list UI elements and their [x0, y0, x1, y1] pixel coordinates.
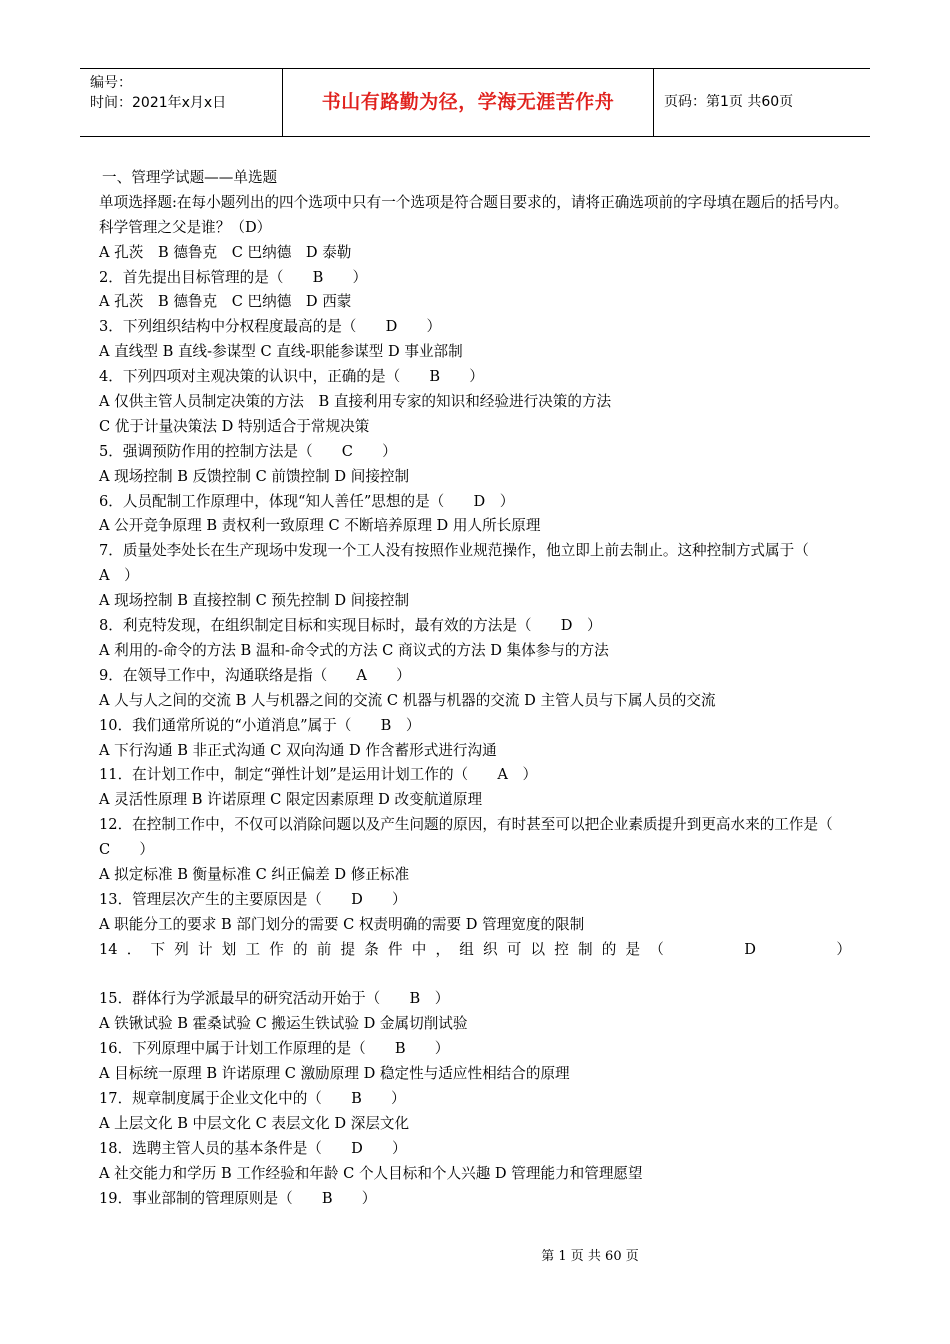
- text-line: 19．事业部制的管理原则是（ B ）: [99, 1189, 377, 1207]
- document-body: [99, 166, 862, 1211]
- text-line: A 现场控制 B 直接控制 C 预先控制 D 间接控制: [99, 592, 410, 610]
- text-line: A 上层文化 B 中层文化 C 表层文化 D 深层文化: [99, 1114, 410, 1132]
- number-label: 编号：: [90, 75, 132, 91]
- text-line: A 孔茨 B 德鲁克 C 巴纳德 D 西蒙: [99, 293, 352, 311]
- header-motto: 书山有路勤为径，学海无涯苦作舟: [283, 69, 654, 136]
- blank-line: [99, 963, 851, 988]
- header-page-info: 页码：第1页 共60页: [664, 94, 794, 110]
- text-line: 单项选择题:在每小题列出的四个选项中只有一个选项是符合题目要求的，请将正确选项前的字母填在题后的括号内。: [99, 193, 849, 211]
- text-line: A 仅供主管人员制定决策的方法 B 直接利用专家的知识和经验进行决策的方法: [99, 393, 612, 411]
- text-line: 13．管理层次产生的主要原因是（ D ）: [99, 890, 407, 908]
- text-line: A 利用的-命令的方法 B 温和-命令式的方法 C 商议式的方法 D 集体参与的方法: [99, 641, 609, 659]
- text-line: 11．在计划工作中，制定“弹性计划”是运用计划工作的（ A ）: [99, 766, 538, 784]
- text-line: C 优于计量决策法 D 特别适合于常规决策: [99, 417, 370, 435]
- text-line: 9．在领导工作中，沟通联络是指（ A ）: [99, 666, 411, 684]
- text-line: 4．下列四项对主观决策的认识中，正确的是（ B ）: [99, 368, 484, 386]
- text-line: 16．下列原理中属于计划工作原理的是（ B ）: [99, 1040, 450, 1058]
- text-line: A 现场控制 B 反馈控制 C 前馈控制 D 间接控制: [99, 467, 410, 485]
- text-line: A 目标统一原理 B 许诺原理 C 激励原理 D 稳定性与适应性相结合的原理: [99, 1065, 570, 1083]
- header-left-cell: [80, 69, 283, 136]
- text-line: A 孔茨 B 德鲁克 C 巴纳德 D 泰勒: [99, 243, 352, 261]
- text-line: A 人与人之间的交流 B 人与机器之间的交流 C 机器与机器的交流 D 主管人员与下属人员的交流: [99, 691, 716, 709]
- text-line: 17．规章制度属于企业文化中的（ B ）: [99, 1090, 406, 1108]
- text-line: 12．在控制工作中，不仅可以消除问题以及产生问题的原因，有时甚至可以把企业素质提升到更高水来的工作是（ C ）: [99, 816, 862, 859]
- text-line: 8．利克特发现，在组织制定目标和实现目标时，最有效的方法是（ D ）: [99, 617, 602, 635]
- document-header: [80, 68, 870, 137]
- text-line: A 灵活性原理 B 许诺原理 C 限定因素原理 D 改变航道原理: [99, 791, 483, 809]
- text-line: 10．我们通常所说的“小道消息”属于（ B ）: [99, 716, 421, 734]
- text-line: A 职能分工的要求 B 部门划分的需要 C 权责明确的需要 D 管理宽度的限制: [99, 915, 585, 933]
- text-line: A 公开竞争原理 B 责权利一致原理 C 不断培养原理 D 用人所长原理: [99, 517, 541, 535]
- text-line: 15．群体行为学派最早的研究活动开始于（ B ）: [99, 990, 450, 1008]
- text-line: 7．质量处李处长在生产现场中发现一个工人没有按照作业规范操作，他立即上前去制止。这种控制方式属于（ A ）: [99, 542, 824, 585]
- text-line: 14．下列计划工作的前提条件中，组织可以控制的是（ D ）: [99, 940, 851, 958]
- text-line: A 社交能力和学历 B 工作经验和年龄 C 个人目标和个人兴趣 D 管理能力和管理愿望: [99, 1164, 643, 1182]
- page-footer: 第 1 页 共 60 页: [541, 1249, 639, 1264]
- text-line: A 下行沟通 B 非正式沟通 C 双向沟通 D 作含蓄形式进行沟通: [99, 741, 497, 759]
- text-line: 5．强调预防作用的控制方法是（ C ）: [99, 442, 397, 460]
- text-line: A 直线型 B 直线-参谋型 C 直线-职能参谋型 D 事业部制: [99, 343, 463, 361]
- text-line: 6．人员配制工作原理中，体现“知人善任”思想的是（ D ）: [99, 492, 515, 510]
- text-line: 科学管理之父是谁？（D）: [99, 218, 272, 236]
- text-line: A 拟定标准 B 衡量标准 C 纠正偏差 D 修正标准: [99, 866, 410, 884]
- section-title: 一、管理学试题——单选题: [102, 169, 278, 186]
- text-line: 3．下列组织结构中分权程度最高的是（ D ）: [99, 318, 442, 336]
- text-line: A 铁锹试验 B 霍桑试验 C 搬运生铁试验 D 金属切削试验: [99, 1015, 468, 1033]
- text-line: 2．首先提出目标管理的是（ B ）: [99, 268, 368, 286]
- time-label: 时间：2021年x月x日: [90, 95, 227, 111]
- text-line: 18．选聘主管人员的基本条件是（ D ）: [99, 1139, 407, 1157]
